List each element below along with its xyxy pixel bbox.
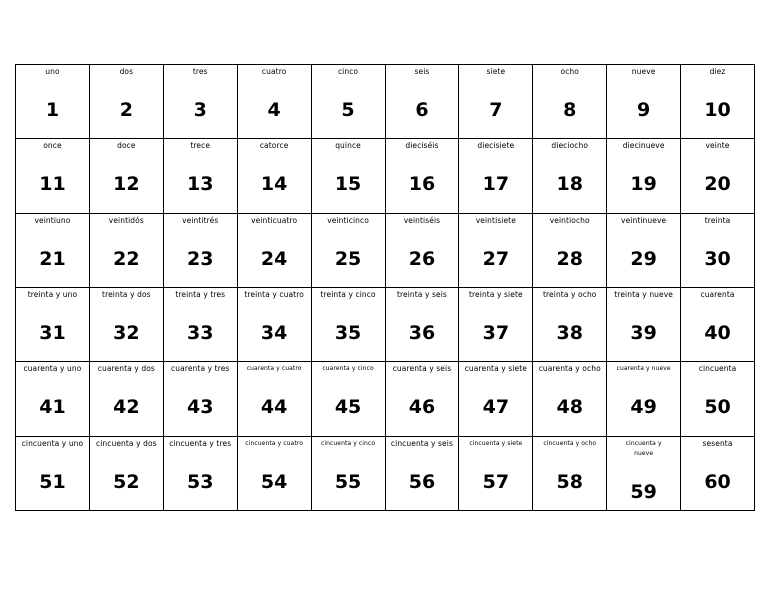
number-word: dieciséis — [405, 141, 439, 151]
number-word: cuarenta y cinco — [322, 365, 374, 373]
number-digit: 55 — [334, 470, 362, 493]
number-word: diecisiete — [477, 141, 515, 151]
number-word: treinta y cuatro — [244, 290, 304, 299]
number-digit: 14 — [260, 173, 288, 196]
number-digit: 42 — [113, 396, 140, 419]
number-digit: 45 — [334, 396, 362, 419]
number-word: diez — [709, 67, 726, 76]
number-digit: 21 — [39, 247, 66, 270]
number-word: tres — [192, 67, 208, 76]
number-card — [459, 139, 533, 213]
number-card — [607, 214, 681, 288]
number-word: quince — [335, 141, 361, 151]
number-digit: 56 — [408, 470, 436, 493]
number-digit: 15 — [334, 173, 362, 196]
number-card — [607, 139, 681, 213]
number-digit: 35 — [334, 322, 362, 344]
number-digit: 40 — [704, 322, 731, 344]
number-card — [90, 65, 164, 139]
number-digit: 16 — [408, 173, 436, 196]
number-card — [681, 288, 755, 362]
number-digit: 43 — [187, 396, 214, 419]
number-word: doce — [117, 141, 136, 151]
number-digit: 17 — [482, 173, 510, 196]
number-digit: 28 — [556, 247, 583, 270]
number-word: cuarenta y cuatro — [246, 365, 302, 373]
number-word: seis — [414, 67, 430, 76]
number-card — [238, 362, 312, 436]
number-card — [16, 362, 90, 436]
number-word: veintinueve — [621, 215, 667, 225]
number-digit: 8 — [563, 99, 577, 121]
number-card — [90, 214, 164, 288]
number-card — [386, 139, 460, 213]
number-word: cincuenta y siete — [469, 439, 523, 447]
number-word: cincuenta y seis — [390, 438, 453, 448]
number-digit: 18 — [556, 173, 583, 196]
number-word: treinta y nueve — [614, 290, 673, 299]
number-digit: 58 — [556, 470, 583, 493]
number-word: siete — [486, 67, 506, 76]
number-card — [16, 139, 90, 213]
number-word: treinta y ocho — [542, 290, 597, 299]
number-word: cinco — [337, 67, 359, 76]
number-digit: 52 — [113, 470, 140, 493]
number-digit: 38 — [556, 322, 583, 344]
number-digit: 25 — [334, 247, 362, 270]
number-card — [607, 288, 681, 362]
number-word: treinta y uno — [27, 290, 78, 299]
number-card — [681, 437, 755, 511]
number-card — [533, 437, 607, 511]
number-word: sesenta — [702, 438, 733, 448]
number-card — [238, 65, 312, 139]
number-digit: 54 — [260, 470, 288, 493]
number-card — [16, 288, 90, 362]
number-digit: 10 — [704, 99, 731, 121]
number-card — [681, 139, 755, 213]
number-card — [607, 437, 681, 511]
number-card — [533, 214, 607, 288]
number-digit: 47 — [482, 396, 510, 419]
number-digit: 4 — [267, 99, 281, 121]
number-card — [386, 437, 460, 511]
number-card — [607, 65, 681, 139]
number-card — [312, 214, 386, 288]
number-card — [312, 362, 386, 436]
number-word: treinta y seis — [396, 290, 447, 299]
number-digit: 23 — [187, 247, 214, 270]
number-digit: 12 — [113, 173, 140, 196]
number-word: veintiséis — [403, 215, 441, 225]
number-word: cincuenta — [698, 364, 737, 374]
number-digit: 13 — [187, 173, 214, 196]
number-digit: 20 — [704, 173, 731, 196]
number-word: treinta y tres — [175, 290, 226, 299]
number-card — [16, 437, 90, 511]
number-digit: 36 — [408, 322, 436, 344]
number-digit: 30 — [704, 247, 731, 270]
number-card — [16, 214, 90, 288]
number-card — [164, 362, 238, 436]
number-card — [90, 437, 164, 511]
number-word: cuarenta — [700, 290, 735, 299]
number-card — [238, 288, 312, 362]
number-word: dieciocho — [551, 141, 589, 151]
number-digit: 57 — [482, 470, 510, 493]
number-card — [386, 214, 460, 288]
number-word: cincuenta y nueve — [625, 439, 662, 457]
number-card — [681, 65, 755, 139]
number-digit: 32 — [113, 322, 140, 344]
number-word: cincuenta y tres — [169, 438, 232, 448]
number-card — [312, 139, 386, 213]
number-digit: 7 — [489, 99, 503, 121]
number-word: trece — [190, 141, 211, 151]
number-digit: 60 — [704, 470, 731, 493]
number-digit: 5 — [341, 99, 355, 121]
number-chart-grid — [15, 64, 755, 511]
number-card — [238, 437, 312, 511]
number-digit: 44 — [260, 396, 288, 419]
number-digit: 1 — [45, 99, 60, 121]
number-card — [386, 288, 460, 362]
number-digit: 39 — [630, 322, 657, 344]
number-digit: 3 — [193, 99, 207, 121]
number-card — [681, 362, 755, 436]
number-card — [164, 288, 238, 362]
number-word: veintiocho — [549, 215, 590, 225]
number-word: uno — [45, 67, 60, 76]
number-card — [164, 65, 238, 139]
number-digit: 46 — [408, 396, 436, 419]
number-word: cuarenta y ocho — [538, 364, 601, 374]
number-word: catorce — [259, 141, 289, 151]
number-card — [238, 139, 312, 213]
number-digit: 19 — [630, 173, 657, 196]
number-word: veintiuno — [34, 215, 71, 225]
number-word: veintidós — [108, 215, 144, 225]
number-card — [164, 139, 238, 213]
number-word: cincuenta y dos — [95, 438, 157, 448]
number-digit: 6 — [415, 99, 429, 121]
number-word: treinta y dos — [102, 290, 151, 299]
number-word: cincuenta y cuatro — [245, 439, 303, 447]
number-card — [681, 214, 755, 288]
number-word: cuarenta y siete — [464, 364, 527, 374]
number-word: veinticinco — [327, 215, 369, 225]
number-digit: 53 — [187, 470, 214, 493]
number-word: once — [43, 141, 62, 151]
number-digit: 27 — [482, 247, 510, 270]
number-card — [238, 214, 312, 288]
number-word: dos — [119, 67, 134, 76]
number-card — [164, 214, 238, 288]
number-card — [386, 65, 460, 139]
number-word: cuarenta y seis — [392, 364, 452, 374]
number-word: veinte — [705, 141, 730, 151]
number-word: cuarenta y tres — [171, 364, 230, 374]
number-card — [459, 288, 533, 362]
number-digit: 33 — [187, 322, 214, 344]
number-word: veintitrés — [182, 215, 219, 225]
number-digit: 59 — [630, 480, 657, 503]
number-digit: 31 — [39, 322, 66, 344]
number-word: cuarenta y uno — [23, 364, 82, 374]
number-card — [386, 362, 460, 436]
number-card — [533, 139, 607, 213]
number-card — [312, 437, 386, 511]
number-card — [533, 288, 607, 362]
number-digit: 37 — [482, 322, 510, 344]
number-word: veinticuatro — [251, 215, 298, 225]
number-card — [533, 65, 607, 139]
number-digit: 22 — [113, 247, 140, 270]
number-word: cuarenta y dos — [97, 364, 155, 374]
number-card — [607, 362, 681, 436]
number-digit: 49 — [630, 396, 657, 419]
number-word: cincuenta y cinco — [320, 439, 376, 447]
number-card — [90, 288, 164, 362]
number-digit: 34 — [260, 322, 288, 344]
number-card — [90, 139, 164, 213]
number-digit: 26 — [408, 247, 436, 270]
number-card — [459, 214, 533, 288]
number-digit: 50 — [704, 396, 731, 419]
number-word: treinta — [704, 215, 731, 225]
number-word: cuatro — [261, 67, 287, 76]
number-word: cincuenta y uno — [21, 438, 84, 448]
number-word: ocho — [560, 67, 579, 76]
number-card — [312, 288, 386, 362]
number-card — [164, 437, 238, 511]
number-word: treinta y cinco — [320, 290, 376, 299]
number-word: treinta y siete — [468, 290, 523, 299]
number-digit: 24 — [260, 247, 288, 270]
number-card — [90, 362, 164, 436]
number-word: veintisiete — [475, 215, 516, 225]
number-digit: 2 — [119, 99, 133, 121]
number-card — [459, 65, 533, 139]
number-card — [533, 362, 607, 436]
number-digit: 11 — [39, 173, 66, 196]
number-word: diecinueve — [622, 141, 665, 151]
number-digit: 51 — [39, 470, 66, 493]
number-word: cuarenta y nueve — [616, 365, 671, 373]
number-digit: 29 — [630, 247, 657, 270]
number-card — [459, 437, 533, 511]
number-digit: 41 — [39, 396, 66, 419]
number-card — [312, 65, 386, 139]
number-card — [16, 65, 90, 139]
number-card — [459, 362, 533, 436]
number-digit: 9 — [637, 99, 651, 121]
number-word: nueve — [631, 67, 656, 76]
number-digit: 48 — [556, 396, 583, 419]
number-word: cincuenta y ocho — [543, 439, 597, 447]
